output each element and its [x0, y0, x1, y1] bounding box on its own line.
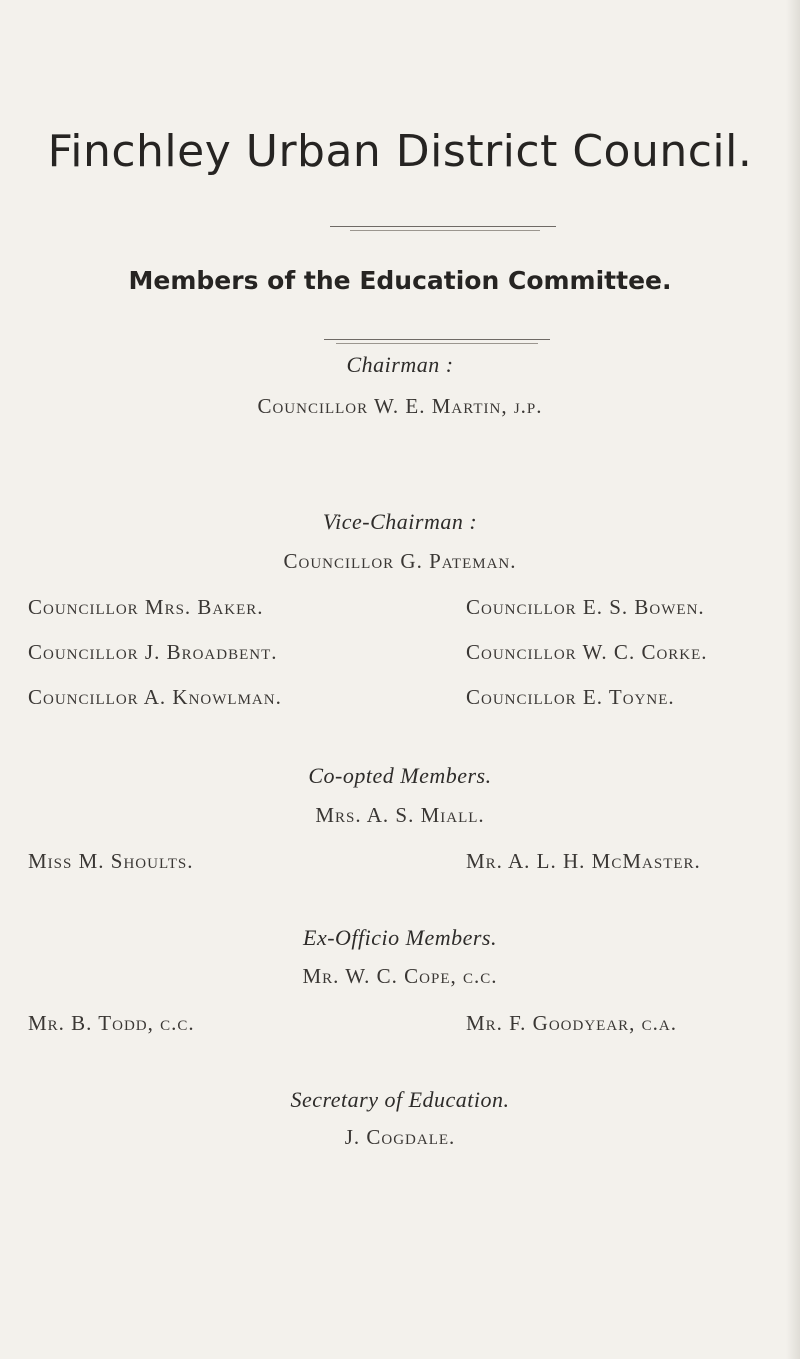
councillor-left-1: Councillor Mrs. Baker. [28, 595, 264, 619]
divider-rule-bottom [324, 339, 550, 340]
co-opted-member-left: Miss M. Shoults. [28, 849, 194, 873]
vice-chairman-name: Councillor G. Pateman. [283, 549, 517, 573]
ex-officio-heading: Ex-Officio Members. [303, 925, 497, 950]
councillor-right-2: Councillor W. C. Corke. [466, 640, 708, 664]
co-opted-member-right: Mr. A. L. H. McMaster. [466, 849, 701, 873]
committee-title: Members of the Education Committee. [128, 266, 672, 295]
ex-officio-member-right: Mr. F. Goodyear, c.a. [466, 1011, 678, 1035]
co-opted-heading: Co-opted Members. [308, 763, 492, 788]
divider-rule-top [330, 226, 556, 227]
divider-rule-bottom-inner [336, 343, 538, 344]
ex-officio-member-left: Mr. B. Todd, c.c. [28, 1011, 195, 1035]
chairman-heading: Chairman : [346, 352, 454, 377]
vice-chairman-heading: Vice-Chairman : [322, 509, 478, 534]
councillor-left-3: Councillor A. Knowlman. [28, 685, 282, 709]
co-opted-member-center: Mrs. A. S. Miall. [315, 803, 485, 827]
secretary-heading: Secretary of Education. [290, 1087, 510, 1112]
councillor-left-2: Councillor J. Broadbent. [28, 640, 278, 664]
councillor-right-1: Councillor E. S. Bowen. [466, 595, 705, 619]
page-edge-shadow [786, 0, 800, 1359]
ex-officio-member-center: Mr. W. C. Cope, c.c. [302, 964, 498, 988]
councillor-right-3: Councillor E. Toyne. [466, 685, 675, 709]
secretary-name: J. Cogdale. [344, 1125, 456, 1149]
chairman-name: Councillor W. E. Martin, j.p. [257, 394, 543, 418]
council-title: Finchley Urban District Council. [47, 126, 753, 177]
divider-rule-top-inner [350, 230, 540, 231]
